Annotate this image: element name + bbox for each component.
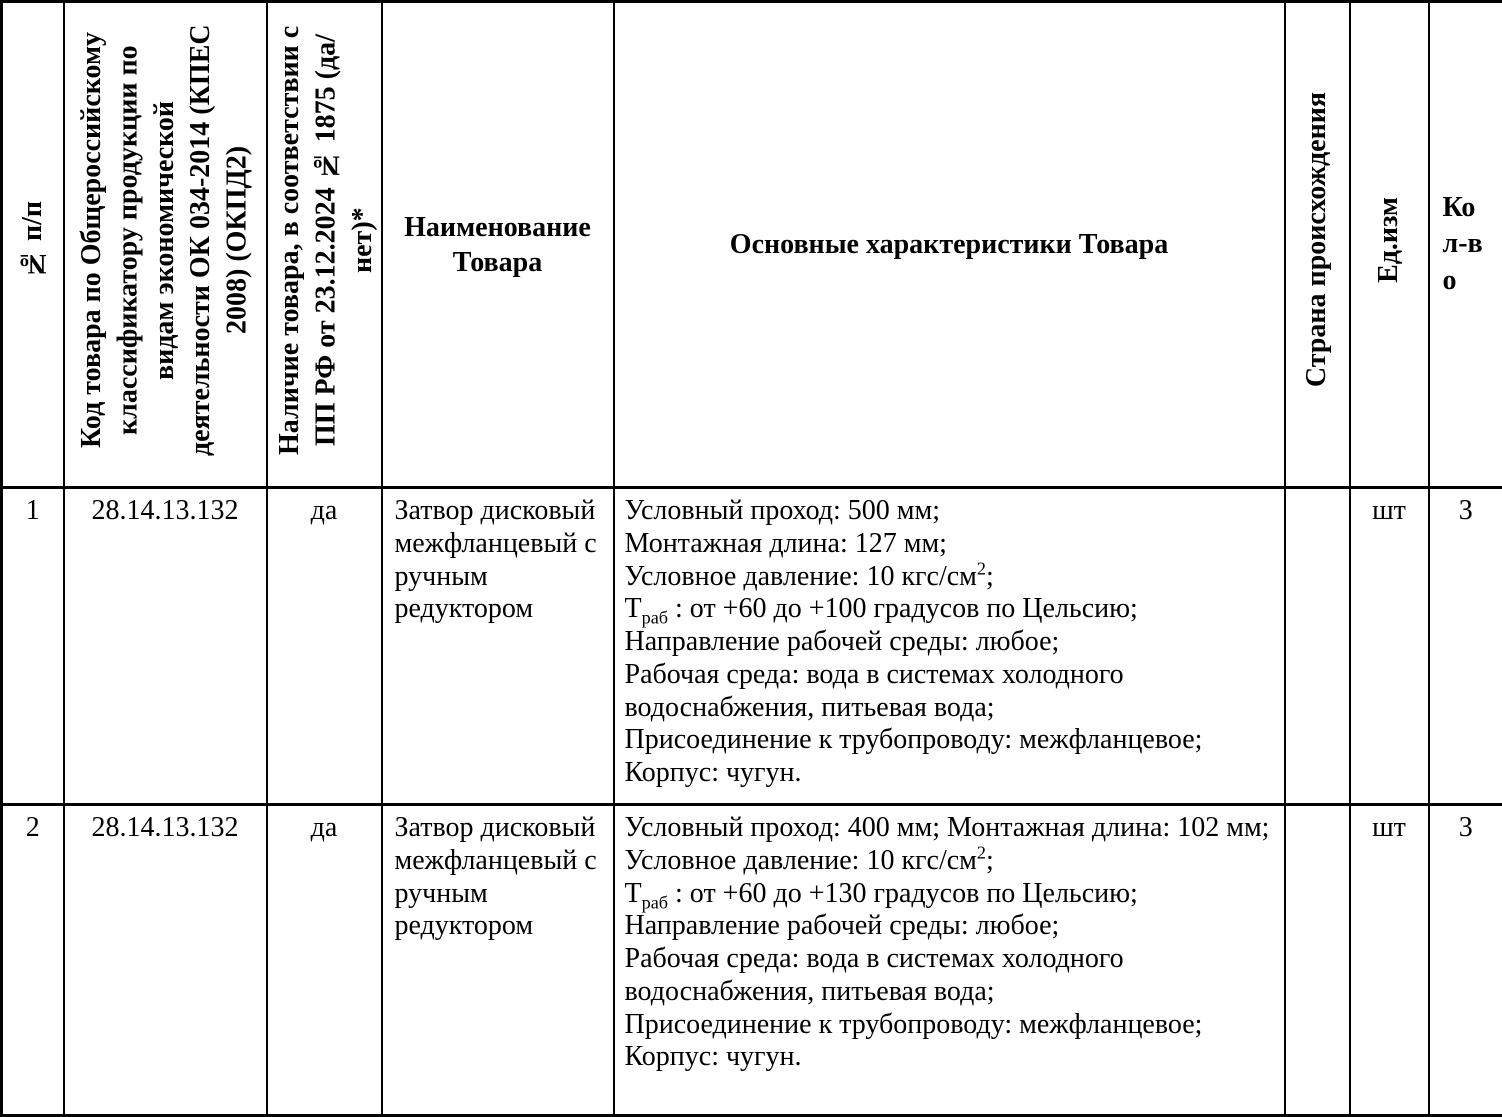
col-header-characteristics: [614, 2, 1285, 488]
col-header-name: [382, 2, 614, 488]
col-header-code: [64, 2, 267, 488]
characteristic-line: Корпус: чугун.: [625, 757, 1278, 790]
characteristic-line: Условный проход: 400 мм; Монтажная длина: 102 мм;: [625, 812, 1278, 845]
col-header-num: [2, 2, 64, 488]
cell-okpd2-code: 28.14.13.132: [64, 805, 267, 1116]
cell-row-number: 2: [2, 805, 64, 1116]
col-header-code-label: Код товара по Общероссийскому классификатору продукции по видам экономической деятельности ОК 034-2014 (КПЕС 2008) (ОКПД2): [74, 14, 256, 466]
table-header: [2, 2, 1502, 488]
col-header-availability-label: Наличие товара, в соответствии с ПП РФ от 23.12.2024 № 1875 (да/нет)*: [272, 14, 381, 466]
cell-quantity: 3: [1429, 488, 1502, 805]
col-header-num-label: № п/п: [15, 201, 51, 279]
col-header-country-label: Страна происхождения: [1299, 92, 1335, 387]
characteristic-line: Направление рабочей среды: любое;: [625, 910, 1278, 943]
col-header-unit-label: Ед.изм: [1371, 197, 1407, 283]
col-header-qty-label: Кол-во: [1443, 192, 1483, 296]
cell-quantity: 3: [1429, 805, 1502, 1116]
characteristic-line: $Т_{раб}$ : от +60 до +130 градусов по Цельсию;: [625, 878, 1278, 911]
cell-unit: шт: [1350, 488, 1429, 805]
table-body: [2, 488, 1502, 1116]
characteristic-line: Присоединение к трубопроводу: межфланцевое;: [625, 1009, 1278, 1042]
cell-country: [1285, 805, 1350, 1116]
characteristic-line: Присоединение к трубопроводу: межфланцевое;: [625, 724, 1278, 757]
col-header-availability: [267, 2, 382, 488]
characteristic-line: Условный проход: 500 мм;: [625, 495, 1278, 528]
cell-availability: да: [267, 805, 382, 1116]
cell-availability: да: [267, 488, 382, 805]
cell-unit: шт: [1350, 805, 1429, 1116]
col-header-country: [1285, 2, 1350, 488]
col-header-characteristics-label: Основные характеристики Товара: [730, 229, 1168, 260]
cell-characteristics: [614, 488, 1285, 805]
characteristic-line: Рабочая среда: вода в системах холодного водоснабжения, питьевая вода;: [625, 659, 1278, 725]
cell-product-name: Затвор дисковый межфланцевый с ручным редуктором: [382, 488, 614, 805]
col-header-qty: [1429, 2, 1502, 488]
characteristic-line: Монтажная длина: 127 мм;: [625, 528, 1278, 561]
characteristic-line: Условное давление: 10 кгс/$см^2$;: [625, 561, 1278, 594]
cell-product-name: Затвор дисковый межфланцевый с ручным редуктором: [382, 805, 614, 1116]
cell-okpd2-code: 28.14.13.132: [64, 488, 267, 805]
col-header-name-label: Наименование Товара: [404, 212, 591, 278]
header-row: [2, 2, 1502, 488]
cell-country: [1285, 488, 1350, 805]
col-header-unit: [1350, 2, 1429, 488]
characteristic-line: Направление рабочей среды: любое;: [625, 626, 1278, 659]
characteristic-line: Рабочая среда: вода в системах холодного водоснабжения, питьевая вода;: [625, 943, 1278, 1009]
characteristic-line: Условное давление: 10 кгс/$см^2$;: [625, 845, 1278, 878]
table-row: [2, 488, 1502, 805]
characteristic-line: $Т_{раб}$ : от +60 до +100 градусов по Цельсию;: [625, 593, 1278, 626]
table-row: [2, 805, 1502, 1116]
characteristic-line: Корпус: чугун.: [625, 1041, 1278, 1074]
cell-row-number: 1: [2, 488, 64, 805]
cell-characteristics: [614, 805, 1285, 1116]
